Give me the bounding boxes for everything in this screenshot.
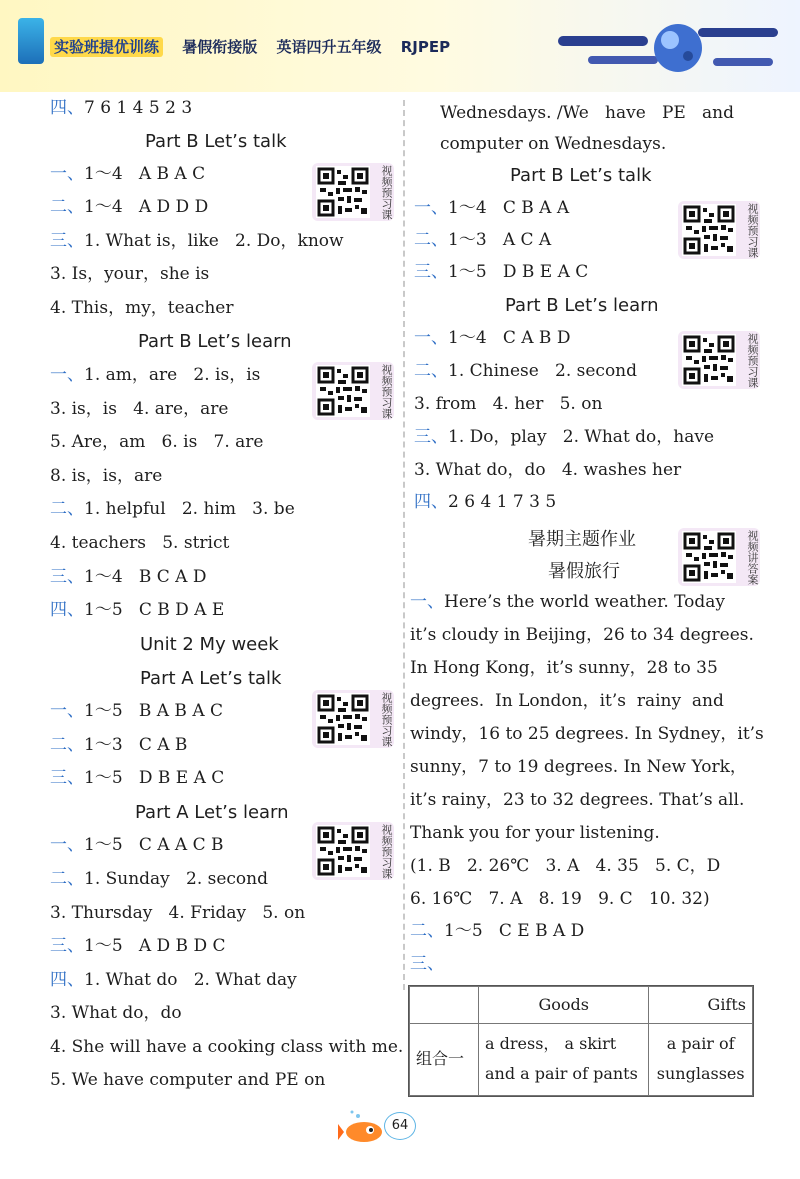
answer-line bbox=[50, 532, 229, 554]
table-cell-goods bbox=[479, 1023, 649, 1095]
qr-code-icon bbox=[316, 693, 370, 745]
question-number: 三、 bbox=[50, 231, 84, 251]
question-number: 二、 bbox=[410, 921, 444, 941]
answer-line bbox=[414, 491, 556, 513]
section-heading: Part A Let’s talk bbox=[140, 668, 282, 689]
qr-code-icon bbox=[682, 334, 736, 386]
answer-text: 1. What is，like 2. Do，know bbox=[84, 231, 344, 251]
question-number: 一、 bbox=[50, 365, 84, 385]
question-number: 一、 bbox=[50, 164, 84, 184]
answer-text bbox=[50, 98, 192, 118]
answer-text: computer on Wednesdays. bbox=[440, 134, 667, 154]
answer-text: 1～4 A D D D bbox=[84, 197, 209, 217]
question-number: 三、 bbox=[50, 936, 84, 956]
answer-line bbox=[414, 393, 602, 415]
table-header-gifts: Gifts bbox=[649, 987, 753, 1024]
page-number: 64 bbox=[384, 1112, 416, 1140]
question-number: 四、 bbox=[50, 600, 84, 620]
answer-text: 1～5 D B E A C bbox=[448, 262, 589, 282]
answer-line bbox=[50, 465, 162, 487]
qr-code-block[interactable] bbox=[312, 690, 394, 748]
brand-label: 实验班提优训练 bbox=[50, 37, 163, 57]
answer-text: 1. Chinese 2. second bbox=[448, 361, 638, 381]
answer-line bbox=[50, 230, 344, 252]
answer-line bbox=[410, 591, 725, 613]
table-row-label: 组合一 bbox=[410, 1023, 479, 1095]
answer-line bbox=[414, 229, 551, 251]
answer-text: 1. am，are 2. is，is bbox=[84, 365, 261, 385]
qr-code-block[interactable] bbox=[678, 331, 760, 389]
section-heading: Part B Let’s talk bbox=[145, 131, 287, 152]
answer-line bbox=[50, 700, 223, 722]
answer-line bbox=[50, 364, 260, 386]
section-heading: Part A Let’s learn bbox=[135, 802, 289, 823]
answer-line bbox=[410, 789, 744, 811]
question-number: 二、 bbox=[50, 499, 84, 519]
answer-line bbox=[414, 327, 570, 349]
answer-text: 7 6 1 4 5 2 3 bbox=[84, 98, 193, 118]
answer-text: (1. B 2. 26℃ 3. A 4. 35 5. C，D bbox=[410, 856, 721, 876]
planet-decoration-icon bbox=[548, 8, 788, 88]
answer-text: 1. Sunday 2. second bbox=[84, 869, 268, 889]
answer-text: 3. What do，do 4. washes her bbox=[414, 460, 682, 480]
section-heading: Part B Let’s learn bbox=[138, 331, 292, 352]
qr-code-block[interactable] bbox=[678, 528, 760, 586]
answer-text: it’s cloudy in Beijing，26 to 34 degrees. bbox=[410, 625, 754, 645]
qr-code-icon bbox=[316, 365, 370, 417]
question-number: 一、 bbox=[414, 328, 448, 348]
answer-line bbox=[414, 360, 637, 382]
section-heading: Part B Let’s learn bbox=[505, 295, 659, 316]
section-heading: 暑假旅行 bbox=[548, 561, 620, 582]
answer-text: degrees. In London，it’s rainy and bbox=[410, 691, 724, 711]
answer-line bbox=[50, 196, 208, 218]
question-number: 三、 bbox=[410, 954, 444, 974]
question-number: 一、 bbox=[410, 592, 444, 612]
answer-text: 3. from 4. her 5. on bbox=[414, 394, 603, 414]
answer-line bbox=[50, 97, 192, 119]
answer-text: 1～5 B A B A C bbox=[84, 701, 224, 721]
answer-line bbox=[50, 1002, 182, 1024]
qr-code-block[interactable] bbox=[312, 163, 394, 221]
answer-text: 5. We have computer and PE on bbox=[50, 1070, 326, 1090]
answer-text: 1～4 C A B D bbox=[448, 328, 571, 348]
answer-line bbox=[414, 459, 681, 481]
question-number: 二、 bbox=[50, 869, 84, 889]
qr-code-block[interactable] bbox=[312, 362, 394, 420]
answer-text: 1～5 C E B A D bbox=[444, 921, 585, 941]
section-heading: 暑期主题作业 bbox=[528, 529, 636, 550]
goods-gifts-table bbox=[408, 985, 754, 1097]
qr-label: 视频讲答案 bbox=[746, 529, 759, 585]
answer-line bbox=[50, 969, 297, 991]
answer-text: 1～5 A D B D C bbox=[84, 936, 226, 956]
answer-text: 1～4 B C A D bbox=[84, 567, 207, 587]
answer-text: sunny，7 to 19 degrees. In New York， bbox=[410, 757, 747, 777]
question-number: 一、 bbox=[414, 198, 448, 218]
question-number: 四、 bbox=[414, 492, 448, 512]
answer-text: 3. Thursday 4. Friday 5. on bbox=[50, 903, 306, 923]
question-number: 三、 bbox=[414, 262, 448, 282]
qr-code-block[interactable] bbox=[678, 201, 760, 259]
table-header-goods: Goods bbox=[479, 987, 649, 1024]
column-divider bbox=[403, 100, 405, 990]
answer-text: In Hong Kong，it’s sunny，28 to 35 bbox=[410, 658, 718, 678]
qr-label: 视频预习课 bbox=[746, 202, 759, 258]
qr-label: 视频预习课 bbox=[380, 823, 393, 879]
answer-line bbox=[50, 163, 205, 185]
answer-line bbox=[410, 657, 718, 679]
answer-line bbox=[50, 868, 268, 890]
answer-line bbox=[410, 723, 764, 745]
answer-line bbox=[50, 599, 224, 621]
goods-line: and a pair of pants bbox=[485, 1064, 638, 1084]
qr-code-icon bbox=[316, 166, 370, 218]
answer-text: 1～3 A C A bbox=[448, 230, 552, 250]
section-heading: Unit 2 My week bbox=[140, 634, 279, 655]
submarine-fish-icon bbox=[338, 1108, 390, 1148]
answer-text: it’s rainy，23 to 32 degrees. That’s all. bbox=[410, 790, 745, 810]
qr-code-icon bbox=[316, 825, 370, 877]
answer-line bbox=[410, 855, 720, 877]
qr-label: 视频预习课 bbox=[746, 332, 759, 388]
answer-line bbox=[50, 498, 295, 520]
bookmark-decoration bbox=[18, 18, 44, 64]
code-label: RJPEP bbox=[400, 38, 451, 56]
answer-text: Thank you for your listening. bbox=[410, 823, 660, 843]
question-number: 四、 bbox=[50, 970, 84, 990]
edition-label: 暑假衔接版 bbox=[182, 38, 258, 56]
answer-line bbox=[440, 133, 666, 155]
answer-text: 1～3 C A B bbox=[84, 735, 188, 755]
subject-label: 英语四升五年级 bbox=[276, 38, 382, 56]
answer-line bbox=[50, 398, 228, 420]
answer-line bbox=[414, 261, 588, 283]
answer-line bbox=[50, 834, 224, 856]
table-cell-gifts bbox=[649, 1023, 753, 1095]
answer-text: Wednesdays. /We have PE and bbox=[440, 103, 734, 123]
question-number: 二、 bbox=[414, 230, 448, 250]
qr-label: 视频预习课 bbox=[380, 363, 393, 419]
question-number: 二、 bbox=[414, 361, 448, 381]
qr-label: 视频预习课 bbox=[380, 691, 393, 747]
answer-text: 3. Is，your，she is bbox=[50, 264, 210, 284]
answer-line bbox=[410, 624, 754, 646]
question-number: 四、 bbox=[50, 98, 84, 118]
answer-text: 1. helpful 2. him 3. be bbox=[84, 499, 295, 519]
answer-line bbox=[50, 431, 264, 453]
answer-text: 1～4 A B A C bbox=[84, 164, 206, 184]
qr-code-icon bbox=[682, 531, 736, 583]
table-header-empty bbox=[410, 987, 479, 1024]
qr-code-block[interactable] bbox=[312, 822, 394, 880]
answer-line bbox=[410, 756, 747, 778]
answer-line bbox=[50, 734, 187, 756]
answer-line bbox=[50, 935, 226, 957]
answer-text: 1. Do，play 2. What do，have bbox=[448, 427, 715, 447]
answer-text: 1～4 C B A A bbox=[448, 198, 570, 218]
question-number: 三、 bbox=[50, 567, 84, 587]
question-number: 三、 bbox=[414, 427, 448, 447]
answer-line bbox=[50, 1036, 403, 1058]
section-heading: Part B Let’s talk bbox=[510, 165, 652, 186]
answer-line bbox=[50, 263, 209, 285]
question-number: 一、 bbox=[50, 701, 84, 721]
qr-label: 视频预习课 bbox=[380, 164, 393, 220]
answer-text: 3. What do，do bbox=[50, 1003, 182, 1023]
qr-code-icon bbox=[682, 204, 736, 256]
answer-text: 4. teachers 5. strict bbox=[50, 533, 230, 553]
answer-text: 2 6 4 1 7 3 5 bbox=[448, 492, 557, 512]
gifts-line: sunglasses bbox=[656, 1064, 745, 1084]
answer-text: 4. She will have a cooking class with me. bbox=[50, 1037, 404, 1057]
header-title bbox=[50, 36, 464, 57]
goods-line: a dress， a skirt bbox=[485, 1034, 617, 1054]
answer-line bbox=[410, 953, 444, 975]
answer-line bbox=[50, 902, 305, 924]
answer-text: 1～5 D B E A C bbox=[84, 768, 225, 788]
answer-text: 1. What do 2. What day bbox=[84, 970, 297, 990]
question-number: 一、 bbox=[50, 835, 84, 855]
answer-text: 3. is，is 4. are，are bbox=[50, 399, 229, 419]
answer-text: 8. is，is，are bbox=[50, 466, 163, 486]
answer-line bbox=[50, 566, 206, 588]
question-number: 二、 bbox=[50, 197, 84, 217]
answer-line bbox=[50, 297, 233, 319]
answer-line bbox=[410, 822, 660, 844]
answer-text: Here’s the world weather. Today bbox=[444, 592, 726, 612]
answer-line bbox=[410, 920, 584, 942]
answer-line bbox=[414, 197, 569, 219]
gifts-line: a pair of bbox=[666, 1034, 735, 1054]
answer-text: windy，16 to 25 degrees. In Sydney，it’s bbox=[410, 724, 764, 744]
answer-line bbox=[50, 1069, 325, 1091]
answer-line bbox=[50, 767, 224, 789]
answer-line bbox=[410, 690, 724, 712]
answer-line bbox=[414, 426, 714, 448]
answer-text: 1～5 C A A C B bbox=[84, 835, 224, 855]
answer-text: 1～5 C B D A E bbox=[84, 600, 225, 620]
question-number: 二、 bbox=[50, 735, 84, 755]
answer-line bbox=[410, 888, 710, 910]
answer-text: 6. 16℃ 7. A 8. 19 9. C 10. 32) bbox=[410, 889, 710, 909]
answer-line bbox=[440, 102, 734, 124]
question-number: 三、 bbox=[50, 768, 84, 788]
answer-text: 4. This，my，teacher bbox=[50, 298, 234, 318]
answer-text: 5. Are，am 6. is 7. are bbox=[50, 432, 264, 452]
